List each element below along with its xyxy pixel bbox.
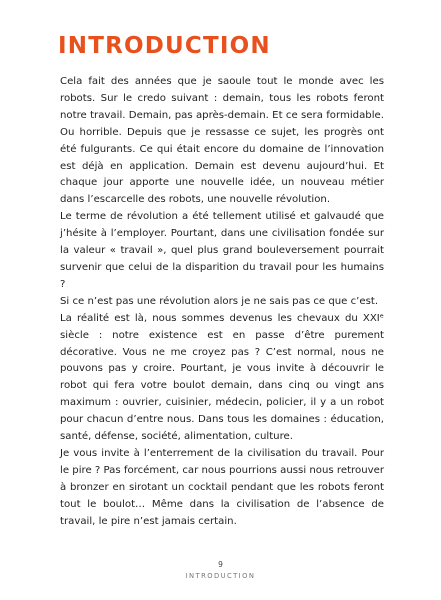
running-footer: INTRODUCTION bbox=[185, 572, 256, 580]
paragraph-3: Si ce n’est pas une révolution alors je ne sais pas ce que c’est. bbox=[60, 295, 379, 307]
page-title: INTRODUCTION bbox=[58, 33, 271, 59]
body-text bbox=[60, 74, 384, 530]
paragraph-5: Je vous invite à l’enterrement de la civilisation du travail. Pour le pire ? Pas forcément, car nous pourrions aussi nous retrouver à bronzer en sirotant un cocktail pendant que les robots feront tout le boulot… Même dans la civilisation de l’absence de travail, le pire n’est jamais certain. bbox=[60, 447, 384, 527]
paragraph-1: Cela fait des années que je saoule tout le monde avec les robots. Sur le credo suivant : demain, tous les robots feront notre travail. Demain, pas après-demain. Et ce sera formidable. Ou horrible. Depuis que je ressasse ce sujet, les progrès ont été fulgurants. Ce qui était encore du domaine de l’innovation est déjà en application. Demain est devenu aujourd’hui. Et chaque jour apporte une nouvelle idée, un nouveau métier dans l’escarcelle des robots, une nouvelle révolution. bbox=[60, 76, 384, 206]
page-number: 9 bbox=[218, 560, 223, 569]
paragraph-2: Le terme de révolution a été tellement utilisé et galvaudé que j’hésite à l’employer. Pourtant, dans une civilisation fondée sur la valeur « travail », quel plus grand bouleversement pourrait survenir que celui de la disparition du travail pour les humains ? bbox=[60, 211, 384, 290]
paragraph-4: La réalité est là, nous sommes devenus les chevaux du XXIᵉ siècle : notre existence est en passe d’être purement décorative. Vous ne me croyez pas ? C’est normal, nous ne pouvons pas y croire. Pourtant, je vous invite à découvrir le robot qui fera votre boulot demain, dans cinq ou vingt ans maximum : ouvrier, cuisinier, médecin, policier, il y a un robot pour chacun d’entre nous. Dans tous les domaines : éducation, santé, défense, société, alimentation, culture. bbox=[60, 312, 384, 443]
